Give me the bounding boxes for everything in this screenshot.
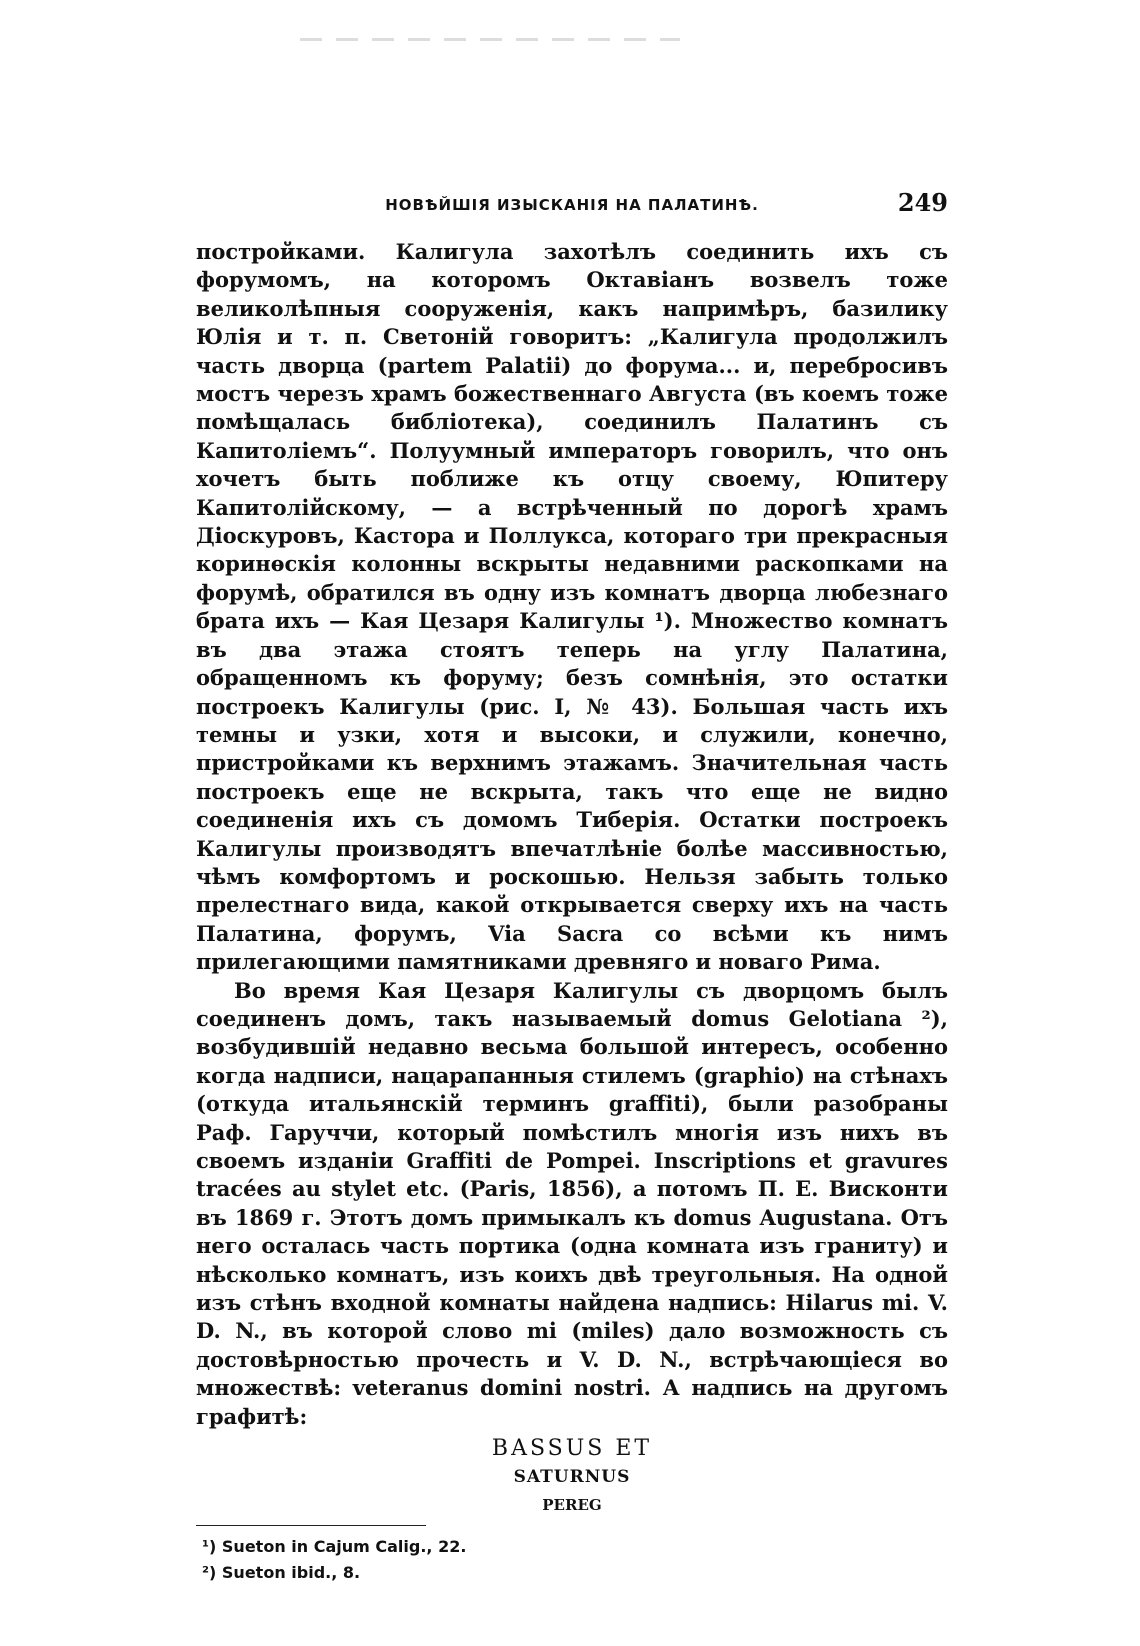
inscription-line-2: SATURNUS: [513, 1467, 631, 1488]
footnote-2-mark: ²): [202, 1563, 217, 1583]
running-head: [196, 188, 948, 228]
inscription-line-1: BASSUS ET: [491, 1436, 653, 1462]
graffito-inscription: [196, 1435, 948, 1519]
footnote-2: [196, 1560, 948, 1586]
footnote-divider: [196, 1525, 426, 1526]
running-title: НОВѢЙШІЯ ИЗЫСКАНІЯ НА ПАЛАТИНѢ.: [385, 196, 759, 214]
footnote-1-mark: ¹): [202, 1537, 217, 1557]
scan-artifact: [300, 38, 680, 41]
book-page: [196, 188, 948, 1586]
footnote-1: [196, 1534, 948, 1560]
body-paragraph-1: постройками. Калигула захотѣлъ соединить ихъ съ форумомъ, на которомъ Октавіанъ возвелъ тоже великолѣпныя сооруженія, какъ напримѣръ, базилику Юлія и т. п. Светоній говоритъ: „Калигула продолжилъ часть дворца (partem Palatii) до форума... и, перебросивъ мостъ черезъ храмъ божественнаго Августа (въ коемъ тоже помѣщалась библіотека), соединилъ Палатинъ съ Капитоліемъ“. Полуумный императоръ говорилъ, что онъ хочетъ быть поближе къ отцу своему, Юпитеру Капитолійскому, — а встрѣченный по дорогѣ храмъ Діоскуровъ, Кастора и Поллукса, котораго три прекрасныя коринѳскія колонны вскрыты недавними раскопками на форумѣ, обратился въ одну изъ комнатъ дворца любезнаго брата ихъ — Кая Цезаря Калигулы ¹). Множество комнатъ въ два этажа стоятъ теперь на углу Палатина, обращенномъ къ форуму; безъ сомнѣнія, это остатки построекъ Калигулы (рис. I, № 43). Большая часть ихъ темны и узки, хотя и высоки, и служили, конечно, пристройками къ верхнимъ этажамъ. Значительная часть построекъ еще не вскрыта, такъ что еще не видно соединенія ихъ съ домомъ Тиберія. Остатки построекъ Калигулы производятъ впечатлѣніе болѣе массивностью, чѣмъ комфортомъ и роскошью. Нельзя забыть только прелестнаго вида, какой открывается сверху ихъ на часть Палатина, форумъ, Via Sacra со всѣми къ нимъ прилегающими памятниками древняго и новаго Рима.: [196, 239, 948, 975]
inscription-line-3: PEREG: [542, 1496, 602, 1515]
footnote-1-text: Sueton in Cajum Calig., 22.: [221, 1537, 467, 1557]
page-number: 249: [897, 188, 948, 217]
body-paragraph-2: Во время Кая Цезаря Калигулы съ дворцомъ былъ соединенъ домъ, такъ называемый domus Gelotiana ²), возбудившій недавно весьма большой интересъ, особенно когда надписи, нацарапанныя стилемъ (graphio) на стѣнахъ (откуда итальянскій терминъ graffiti), были разобраны Раф. Гаруччи, который помѣстилъ многія изъ нихъ въ своемъ изданіи Graffiti de Pompei. Inscriptions et gravures tracées au stylet etc. (Paris, 1856), а потомъ П. Е. Висконти въ 1869 г. Этотъ домъ примыкалъ къ domus Augustana. Отъ него осталась часть портика (одна комната изъ граниту) и нѣсколько комнатъ, изъ коихъ двѣ треугольныя. На одной изъ стѣнъ входной комнаты найдена надпись: Hilarus mi. V. D. N., въ которой слово mi (miles) дало возможность съ достовѣрностью прочесть и V. D. N., встрѣчающіеся во множествѣ: veteranus domini nostri. А надпись на другомъ графитѣ:: [196, 977, 948, 1429]
footnote-2-text: Sueton ibid., 8.: [221, 1563, 361, 1583]
